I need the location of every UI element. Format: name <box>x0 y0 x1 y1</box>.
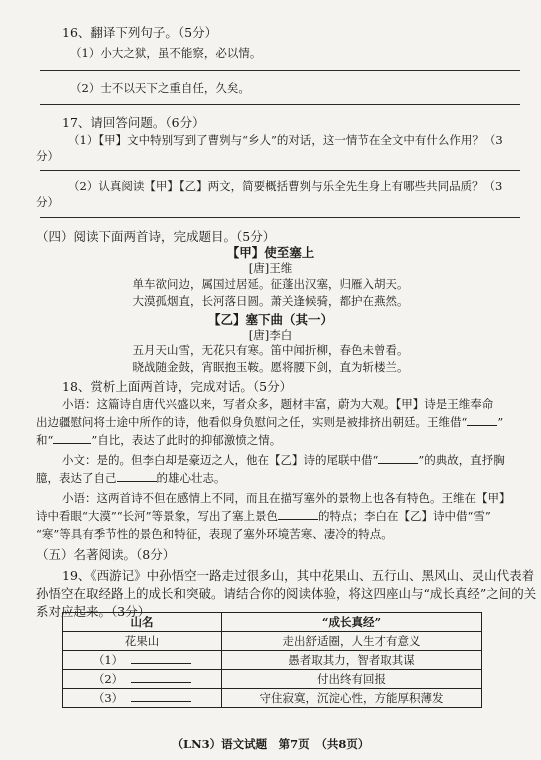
q16-sentence-1: （1）小大之狱，虽不能察，必以情。 <box>70 46 262 60</box>
answer-blank[interactable] <box>131 653 191 664</box>
q18-dialog-2b: 臆，表达了自己 的雄心壮志。 <box>36 471 226 485</box>
poem2-line-1: 五月天山雪，无花只有寒。笛中闻折柳，春色未曾看。 <box>132 343 409 357</box>
q18-dialog-3a: 小语：这两首诗不但在感情上不同，而且在描写塞外的景物上也各有特色。王维在【甲】 <box>62 491 511 505</box>
q18-dialog-3c: “寒”等具有季节性的景色和特征，表现了塞外环境苦寒、凄冷的特点。 <box>36 527 393 541</box>
q17-question-2: （2）认真阅读【甲】【乙】两文，简要概括曹刿与乐全先生身上有哪些共同品质？（3 <box>68 179 503 193</box>
poem1-line-1: 单车欲问边，属国过居延。征蓬出汉塞，归雁入胡天。 <box>132 277 409 291</box>
q16-title: 16、翻译下列句子。（5分） <box>62 25 218 40</box>
answer-blank[interactable] <box>278 508 318 520</box>
q18-dialog-1a: 小语：这篇诗自唐代兴盛以来，写者众多，题材丰富，蔚为大观。【甲】诗是王维奉命 <box>62 397 494 411</box>
answer-blank[interactable] <box>467 414 497 426</box>
q17-question-1-cont: 分） <box>36 149 59 163</box>
q17-question-1: （1）【甲】文中特别写到了曹刿与“乡人”的对话，这一情节在全文中有什么作用？（3 <box>68 133 503 147</box>
mountain-name-cell: （3） <box>63 689 222 708</box>
answer-line <box>40 170 520 171</box>
mountain-name-cell: （2） <box>63 670 222 689</box>
answer-blank[interactable] <box>378 452 418 464</box>
poem1-line-2: 大漠孤烟直，长河落日圆。萧关逢候骑，都护在燕然。 <box>132 294 409 308</box>
poem2-author: [唐]李白 <box>248 328 293 342</box>
q18-dialog-2a: 小文：是的。但李白却是豪迈之人，他在【乙】诗的尾联中借“ ”的典故，直抒胸 <box>62 453 505 467</box>
col-header-mountain: 山名 <box>63 613 222 632</box>
q17-question-2-cont: 分） <box>36 195 59 209</box>
page-footer: （LN3）语文试题 第7页 （共8页） <box>171 737 370 751</box>
answer-line <box>40 104 520 105</box>
poem2-line-2: 晓战随金鼓，宵眠抱玉鞍。愿将腰下剑，直为斩楼兰。 <box>132 360 409 374</box>
table-row <box>63 632 482 651</box>
mountain-name-cell: （1） <box>63 651 222 670</box>
poem1-author: [唐]王维 <box>248 261 293 275</box>
answer-blank[interactable] <box>117 470 157 482</box>
poem1-title: 【甲】使至塞上 <box>226 245 315 260</box>
answer-blank[interactable] <box>131 672 191 683</box>
q17-title: 17、请回答问题。（6分） <box>62 115 205 130</box>
col-header-growth: “成长真经” <box>222 613 482 632</box>
mountain-growth-table <box>62 612 482 708</box>
q19-text-1: 19、《西游记》中孙悟空一路走过很多山，其中花果山、五行山、黑风山、灵山代表着 <box>62 568 535 583</box>
q19-text-3: 系对应起来。（3分） <box>36 604 151 619</box>
answer-line <box>40 70 520 71</box>
q18-dialog-1c: 和“ ”自比，表达了此时的抑郁激愤之情。 <box>36 433 282 447</box>
section4-heading: （四）阅读下面两首诗，完成题目。（5分） <box>36 229 276 244</box>
q18-dialog-1b: 出边疆慰问将士途中所作的诗，他看似身负慰问之任，实则是被排挤出朝廷。王维借“ ” <box>36 415 504 429</box>
growth-value: 走出舒适圈，人生才有意义 <box>222 632 482 651</box>
q18-dialog-3b: 诗中看眼“大漠”“长河”等景象，写出了塞上景色 的特点；李白在【乙】诗中借“雪” <box>36 509 491 523</box>
growth-value: 守住寂寞，沉淀心性，方能厚积薄发 <box>222 689 482 708</box>
table-row <box>63 670 482 689</box>
mountain-name: 花果山 <box>63 632 222 651</box>
table-row <box>63 689 482 708</box>
growth-value: 付出终有回报 <box>222 670 482 689</box>
answer-blank[interactable] <box>131 691 191 702</box>
q16-sentence-2: （2）士不以天下之重自任，久矣。 <box>70 81 250 95</box>
answer-line <box>40 217 520 218</box>
table-row <box>63 651 482 670</box>
section5-heading: （五）名著阅读。（8分） <box>36 547 176 562</box>
q19-text-2: 孙悟空在取经路上的成长和突破。请结合你的阅读体验，将这四座山与“成长真经”之间的关 <box>36 586 537 601</box>
q18-title: 18、赏析上面两首诗，完成对话。（5分） <box>62 379 293 394</box>
answer-blank[interactable] <box>53 432 91 444</box>
poem2-title: 【乙】塞下曲（其一） <box>207 312 333 327</box>
growth-value: 愚者取其力，智者取其谋 <box>222 651 482 670</box>
